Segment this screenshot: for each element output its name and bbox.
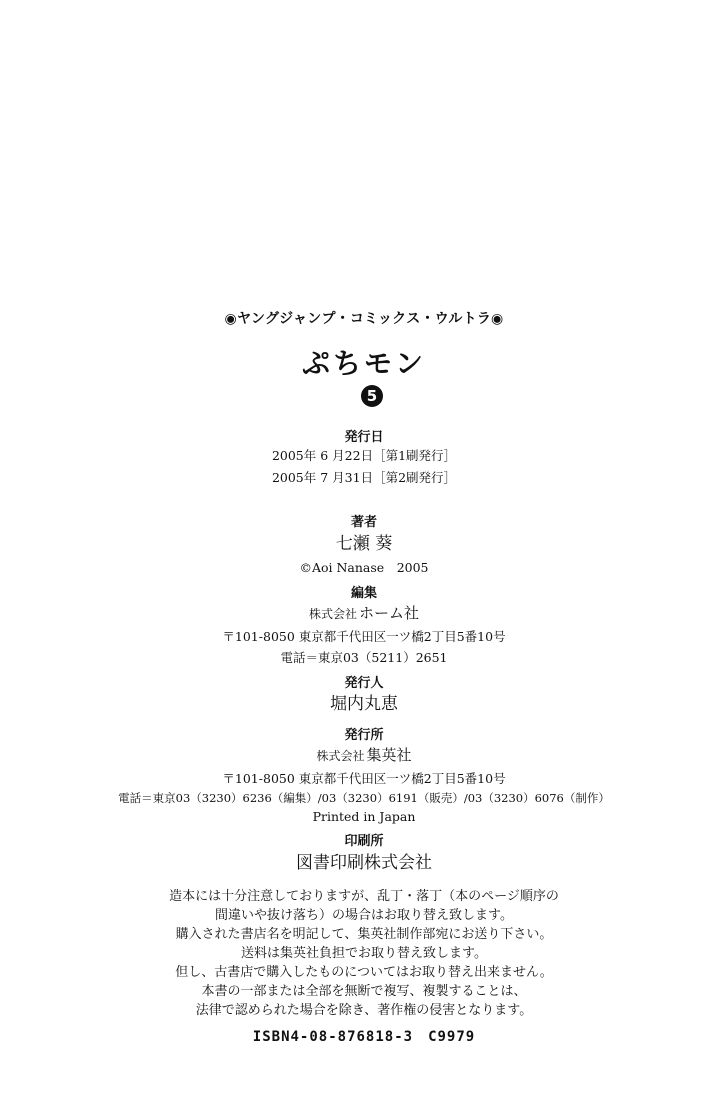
notice-line: 送料は集英社負担でお取り替え致します。	[241, 946, 487, 961]
notice-line: 但し、古書店で購入したものについてはお取り替え出来ません。	[175, 965, 553, 980]
editing-company	[0, 606, 728, 621]
editing-company-name: ホーム社	[359, 604, 420, 622]
volume-badge: 5	[361, 385, 383, 407]
publisher-address: 〒101-8050 東京都千代田区一ツ橋2丁目5番10号	[222, 771, 506, 786]
publication-date-2: 2005年 7 月31日［第2刷発行］	[271, 470, 457, 485]
notice-line: 本書の一部または全部を無断で複写、複製することは、	[201, 984, 527, 999]
publisher-heading: 発行所	[344, 728, 384, 743]
publisher-person-name: 堀内丸恵	[330, 694, 398, 714]
isbn-code: ISBN4-08-876818-3 C9979	[252, 1029, 476, 1045]
editing-heading: 編集	[350, 586, 377, 601]
publisher-phone: 電話＝東京03（3230）6236（編集）/03（3230）6191（販売）/03（3230）6076（制作）	[118, 791, 610, 805]
series-label: ◉ヤングジャンプ・コミックス・ウルトラ◉	[224, 311, 504, 327]
notice-line: 購入された書店名を明記して、集英社制作部宛にお送り下さい。	[175, 927, 553, 942]
publisher-company-name: 集英社	[366, 746, 412, 764]
publisher-company	[0, 748, 728, 763]
author-heading: 著者	[350, 515, 377, 530]
notice-line: 法律で認められた場合を除き、著作権の侵害となります。	[195, 1003, 533, 1018]
book-title: ぷちモン	[301, 347, 426, 380]
editing-address: 〒101-8050 東京都千代田区一ツ橋2丁目5番10号	[222, 629, 506, 644]
publisher-company-prefix: 株式会社	[316, 749, 365, 763]
notice-line: 間違いや抜け落ち）の場合はお取り替え致します。	[215, 908, 513, 923]
copyright: ©Aoi Nanase 2005	[299, 560, 429, 575]
editing-company-prefix: 株式会社	[308, 607, 357, 621]
publication-date-heading: 発行日	[344, 430, 384, 445]
editing-phone: 電話＝東京03（5211）2651	[280, 650, 448, 665]
publication-date-1: 2005年 6 月22日［第1刷発行］	[271, 448, 457, 463]
notice-line: 造本には十分注意しておりますが、乱丁・落丁（本のページ順序の	[169, 889, 559, 904]
printer-heading: 印刷所	[344, 834, 384, 849]
publisher-person-heading: 発行人	[344, 676, 384, 691]
author-name: 七瀬 葵	[335, 534, 393, 554]
printed-in-japan: Printed in Japan	[312, 809, 416, 824]
printer-name: 図書印刷株式会社	[296, 853, 432, 873]
